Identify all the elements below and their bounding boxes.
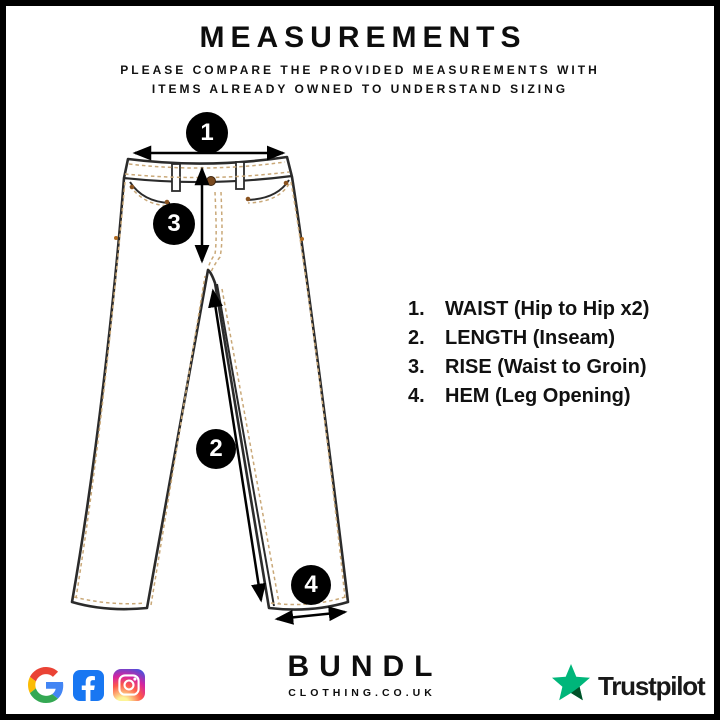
subtitle-line-1: PLEASE COMPARE THE PROVIDED MEASUREMENTS WITH [120,63,600,77]
badge-length: 2 [196,429,236,469]
measurements-legend [408,295,649,411]
legend-label: WAIST (Hip to Hip x2) [445,298,650,320]
brand-domain: CLOTHING.CO.UK [288,687,436,699]
legend-item-hem [408,382,649,411]
page-title: MEASUREMENTS [199,21,527,54]
legend-number: 4. [408,385,425,407]
legend-item-length [408,324,649,353]
legend-number: 1. [408,298,425,320]
legend-number: 3. [408,356,425,378]
legend-item-rise [408,353,649,382]
legend-label: LENGTH (Inseam) [445,327,616,349]
legend-number: 2. [408,327,425,349]
trustpilot-star-icon [550,664,592,709]
badge-waist: 1 [186,112,228,154]
badge-rise: 3 [153,203,195,245]
brand-name: BUNDL [287,650,443,683]
subtitle-line-2: ITEMS ALREADY OWNED TO UNDERSTAND SIZING [151,82,569,96]
badge-hem: 4 [291,565,331,605]
trustpilot-logo [550,664,704,709]
hem-arrow [277,612,345,619]
trustpilot-wordmark: Trustpilot [598,671,705,701]
jeans-outline [72,157,348,610]
legend-label: HEM (Leg Opening) [445,385,631,407]
legend-label: RISE (Waist to Groin) [445,356,647,378]
legend-item-waist [408,295,649,324]
